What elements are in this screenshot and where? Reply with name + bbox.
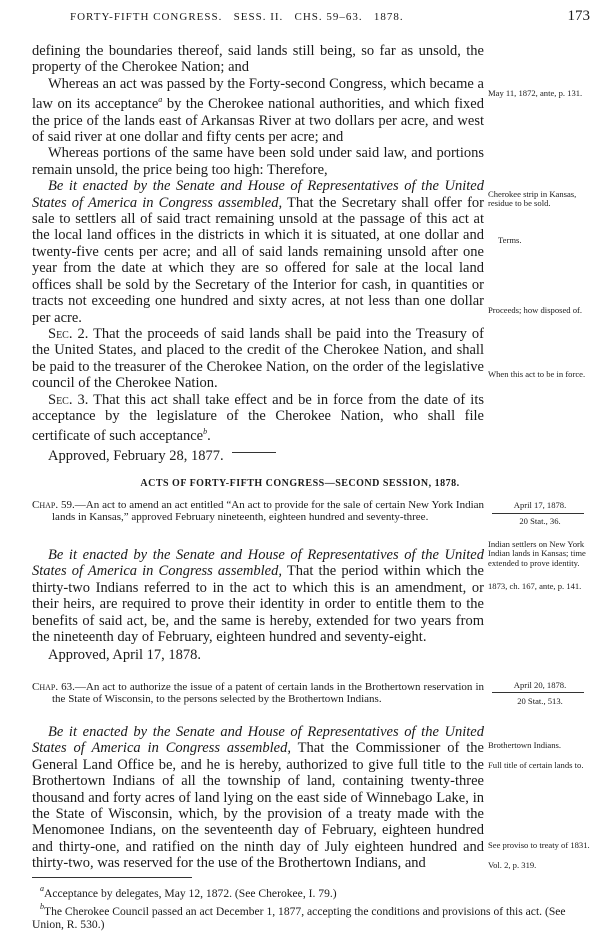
chapter-59-enacting	[32, 547, 484, 645]
margin-note-1873: 1873, ch. 167, ante, p. 141.	[488, 581, 582, 591]
footnotes	[32, 882, 584, 931]
paragraph-whereas-2: Whereas portions of the same have been sold under said law, and portions remain unsold, the price being too high: Therefore,	[32, 145, 484, 178]
section-2	[32, 326, 484, 392]
margin-note-cherokee-strip: Cherokee strip in Kansas, residue to be sold.	[488, 189, 577, 209]
approved-1877: Approved, February 28, 1877.	[48, 447, 224, 464]
margin-note-proceeds: Proceeds; how disposed of.	[488, 305, 583, 315]
chapter-63-date: April 20, 1878.	[513, 680, 567, 690]
chapter-63-date-rule	[492, 692, 584, 693]
acts-heading: ACTS OF FORTY-FIFTH CONGRESS—SECOND SESSION, 1878.	[140, 478, 460, 489]
section-3-end: .	[207, 428, 211, 445]
cherokee-act-text	[32, 43, 484, 464]
footnote-b	[32, 900, 584, 931]
chapter-63-label: Chap. 63.	[32, 681, 75, 693]
running-header	[32, 8, 590, 28]
chapter-63-enacting-clause: Be it enacted by the Senate and House of Representatives of the United States of America in Congress assembled,	[32, 724, 484, 757]
footnote-ref-a: a	[158, 95, 163, 105]
footnote-a-mark: a	[40, 884, 44, 893]
section-divider	[232, 452, 276, 453]
section-2-label: Sec. 2.	[48, 325, 89, 342]
chapter-59-enacting-clause: Be it enacted by the Senate and House of Representatives of the United States of America in Congress assembled,	[32, 547, 484, 580]
margin-note-terms: Terms.	[498, 235, 522, 245]
chapter-59-stat: 20 Stat., 36.	[519, 516, 561, 526]
enacting-clause: Be it enacted by the Senate and House of Representatives of the United States of America in Congress assembled,	[32, 178, 484, 211]
chapter-59-date: April 17, 1878.	[513, 500, 567, 510]
paragraph-enacting	[32, 178, 484, 326]
margin-note-in-force: When this act to be in force.	[488, 369, 586, 379]
section-3-label: Sec. 3.	[48, 391, 89, 408]
footnote-a-text: Acceptance by delegates, May 12, 1872. (See Cherokee, I. 79.)	[44, 887, 337, 900]
whereas-1-rest: by the Cherokee national authorities, and which fixed the price of the lands east of Arkansas River at two dollars per acre, and west of said river at one dollar and fifty cents per acre; and	[32, 96, 484, 146]
enacting-body: That the Secretary shall offer for sale to settlers all of said tract remaining unsold at the passage of this act at the local land offices in the districts in which it is situated, at one dollar and twenty-five cents per acre; and all of said lands remaining unsold after one year from the date at which they are so offered for sale at the local land offices shall be sold by the Secretary of the Interior for cash, in quantities or tracts not exceeding one hundred and sixty acres, at not less than one dollar per acre.	[32, 194, 484, 326]
chapter-63-title-text: —An act to authorize the issue of a patent of certain lands in the Brothertown reservation in the State of Wisconsin, to the persons selected by the Brothertown Indians.	[52, 681, 484, 706]
margin-note-brothertown: Brothertown Indians.	[488, 740, 562, 750]
margin-note-indian-settlers: Indian settlers on New York Indian lands in Kansas; time extended to prove identity.	[488, 539, 586, 568]
chapter-63-text	[32, 724, 484, 872]
margin-note-proviso: See proviso to treaty of 1831.	[488, 840, 590, 850]
footnote-b-text: The Cherokee Council passed an act December 1, 1877, accepting the conditions and provisions of this act. (See Union, R. 530.)	[32, 905, 566, 931]
chapter-63-body: That the Commissioner of the General Land Office be, and he is hereby, authorized to give full title to the Brothertown Indians of all the township of land, containing twenty-three thousand and forty acres of land lying on the east side of Winnebago Lake, in the State of Wisconsin, which, by the provision of a treaty made with the Menomonee Indians, on the seventeenth day of February, eighteen hundred and thirty-one, and ratified on the ninth day of July eighteen hundred and thirty-two, was reserved for the use of the Brothertown Indians, and	[32, 740, 484, 872]
paragraph-boundaries: defining the boundaries thereof, said lands still being, so far as unsold, the property of the Cherokee Nation; and	[32, 43, 484, 76]
footnote-b-mark: b	[40, 902, 44, 911]
margin-note-full-title: Full title of certain lands to.	[488, 760, 584, 770]
page-number: 173	[567, 8, 590, 24]
chapter-59-text	[32, 547, 484, 664]
footnote-a	[32, 882, 584, 900]
margin-note-vol-2: Vol. 2, p. 319.	[488, 860, 537, 870]
footnote-rule	[32, 877, 192, 878]
approved-april-17: Approved, April 17, 1878.	[48, 647, 202, 664]
chapter-59-label: Chap. 59.	[32, 499, 75, 511]
paragraph-whereas-1	[32, 76, 484, 146]
chapter-63-stat: 20 Stat., 513.	[517, 696, 563, 706]
running-head: FORTY-FIFTH CONGRESS. SESS. II. CHS. 59–63. 1878.	[70, 11, 404, 23]
chapter-59-date-rule	[492, 513, 584, 514]
whereas-1-text: Whereas an act was passed by the Forty-second Congress, which became a law on its acceptance	[32, 75, 484, 113]
chapter-63-enacting	[32, 724, 484, 872]
section-2-body: That the proceeds of said lands shall be paid into the Treasury of the United States, and placed to the credit of the Cherokee Nation, and shall be paid to the treasurer of the Cherokee Nation, on the order of the legislative council of the Cherokee Nation.	[32, 325, 484, 392]
section-3-body: That this act shall take effect and be in force from the date of its acceptance by the legislature of the Cherokee Nation, who shall file certificate of such acceptance	[32, 391, 484, 445]
chapter-59-body: That the period within which the thirty-two Indians referred to in the act to which this is an amendment, or their heirs, are required to prove their identity in order to entitle them to the benefits of said act, be, and the same is hereby, extended for two years from the nineteenth day of February, eighteen hundred and seventy-eight.	[32, 563, 484, 646]
section-3	[32, 392, 484, 445]
footnote-ref-b: b	[203, 427, 208, 437]
chapter-59-title	[32, 499, 484, 524]
chapter-59-title-text: —An act to amend an act entitled “An act to provide for the sale of certain New York Indian lands in Kansas,” approved February nineteenth, eighteen hundred and seventy-three.	[52, 499, 485, 524]
margin-note-may-1872: May 11, 1872, ante, p. 131.	[488, 88, 583, 98]
chapter-63-title	[32, 681, 484, 706]
